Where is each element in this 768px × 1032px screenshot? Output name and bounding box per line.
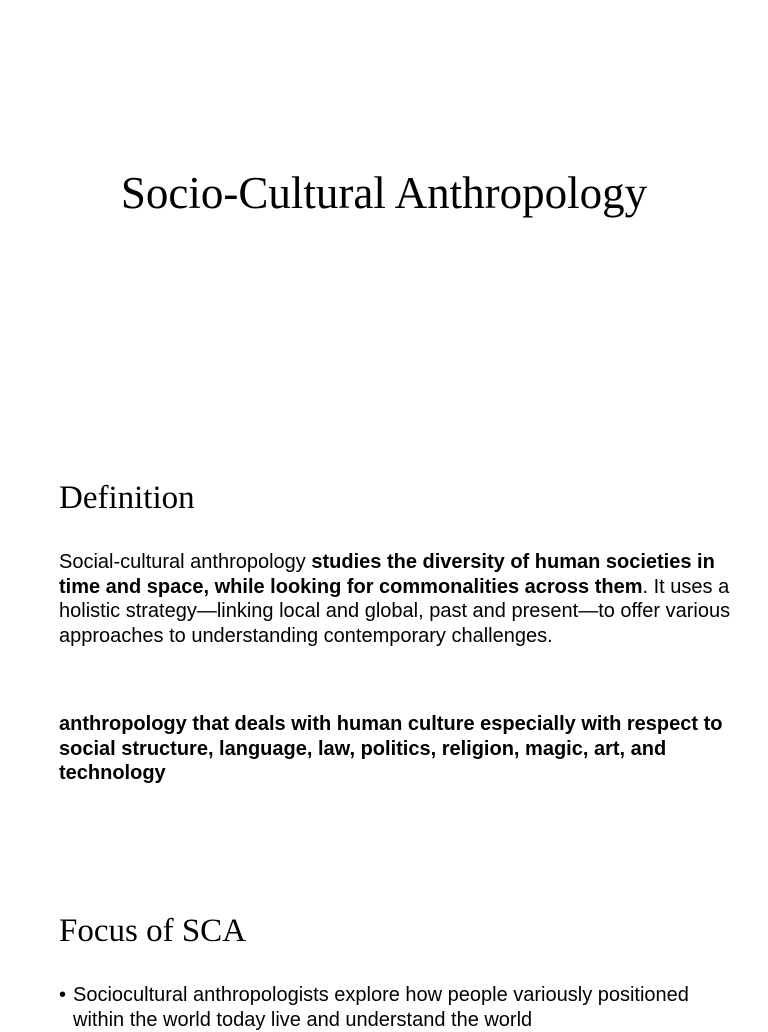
focus-bullet-list <box>59 983 739 1032</box>
definition-bold-text: studies the diversity of human societies in time and space, while looking for commonalities across them <box>59 551 715 598</box>
focus-bullet-item <box>59 983 739 1032</box>
definition-heading: Definition <box>59 480 195 516</box>
bullet-dot-icon: • <box>59 984 67 1006</box>
definition-rest-text: . It uses a holistic strategy—linking local and global, past and present—to offer various approaches to understanding contemporary challenges. <box>59 575 731 647</box>
focus-bullet-text: Sociocultural anthropologists explore how people variously positioned within the world today live and understand the world <box>73 984 689 1031</box>
focus-heading: Focus of SCA <box>59 913 247 949</box>
slide-title: Socio-Cultural Anthropology <box>120 168 648 218</box>
definition-dictionary-paragraph: anthropology that deals with human culture especially with respect to social structure, language, law, politics, religion, magic, art, and technology <box>59 713 723 784</box>
definition-lead-text: Social-cultural anthropology <box>59 551 312 573</box>
definition-paragraph <box>59 550 739 648</box>
